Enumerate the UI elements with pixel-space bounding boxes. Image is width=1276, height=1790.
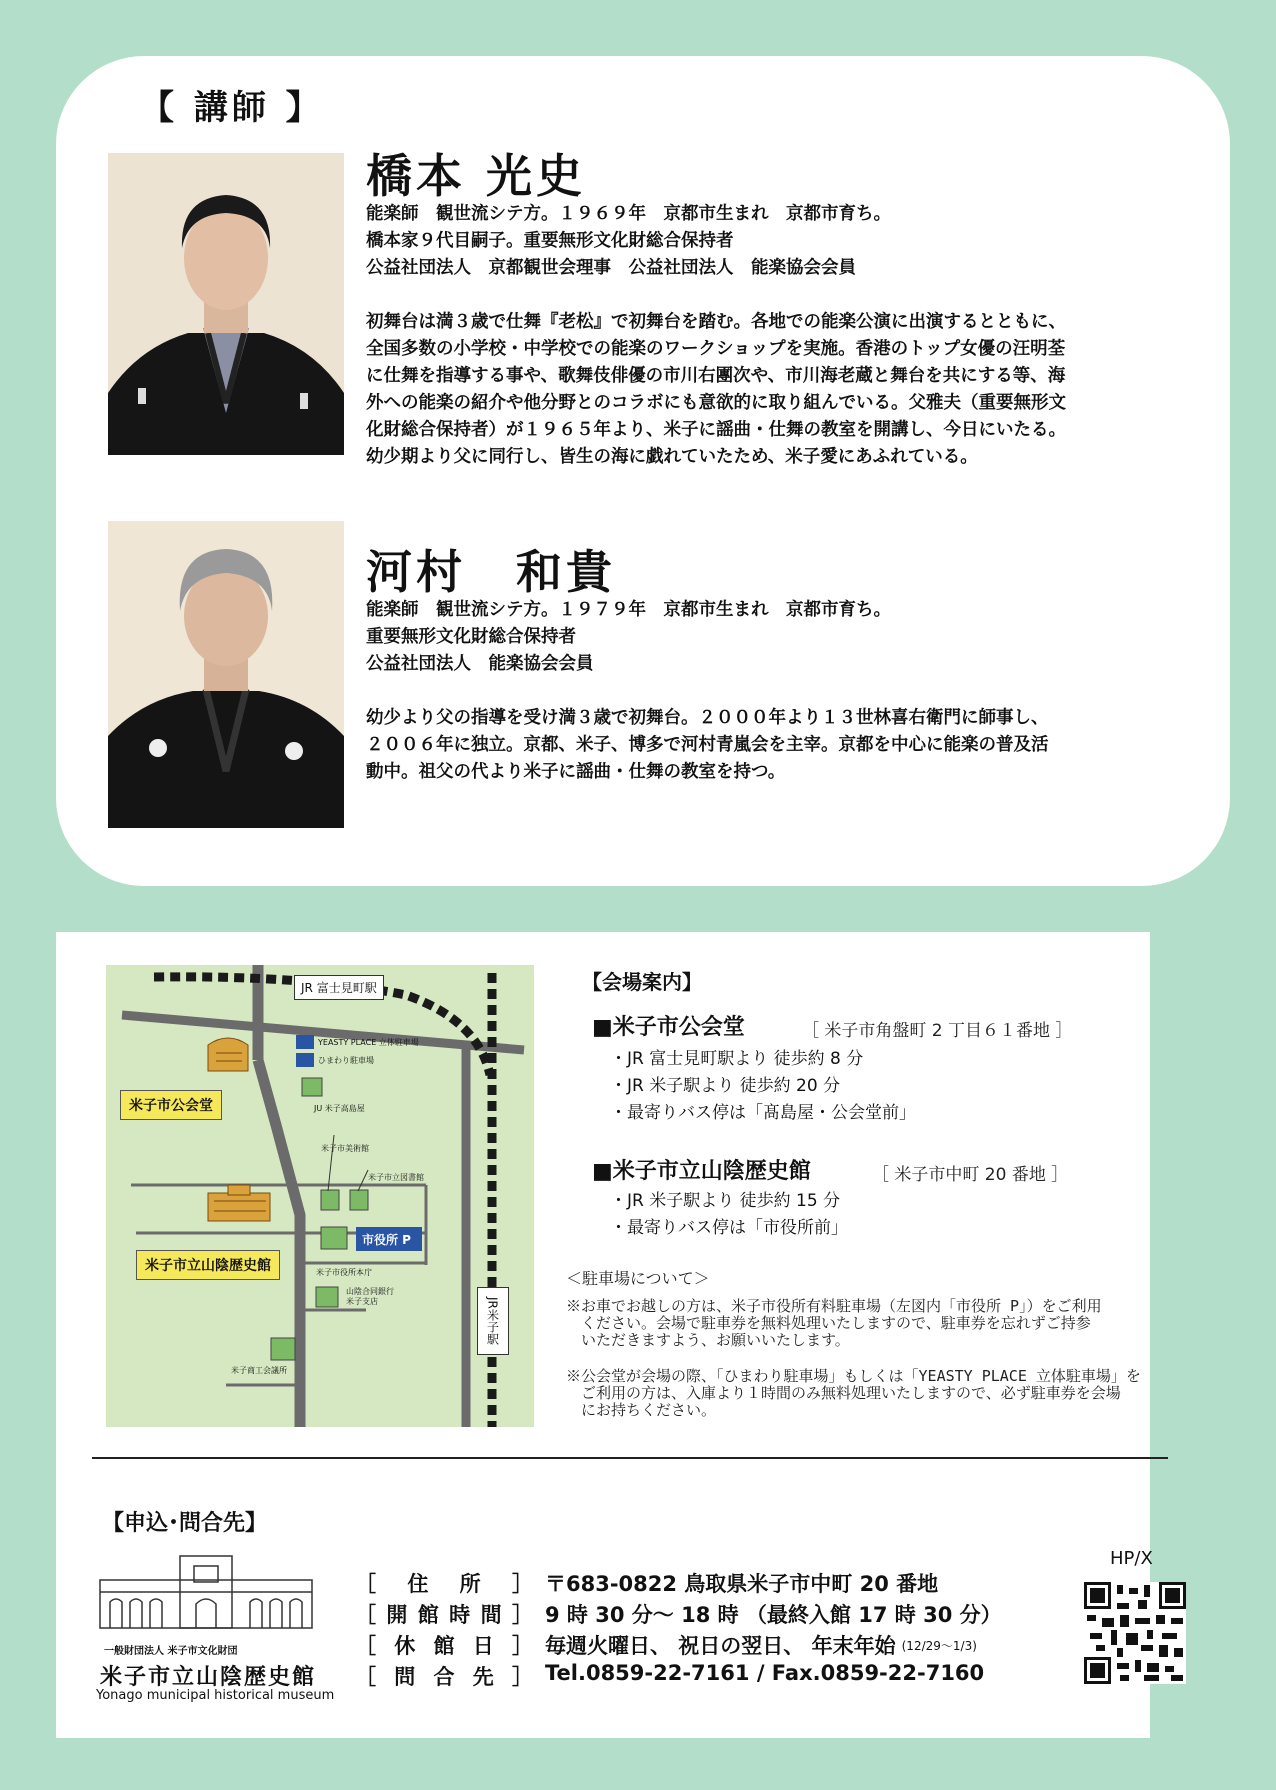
info-label: ［ 開 館 時 間 ］	[355, 1603, 533, 1627]
info-note: (12/29～1/3)	[901, 1638, 977, 1653]
map-label-library: 米子市立図書館	[368, 1173, 424, 1182]
venue-address: ［ 米子市中町 20 番地 ］	[872, 1165, 1069, 1185]
instructor-name: 河村 和貴	[366, 545, 616, 599]
venue-name: ■米子市立山陰歴史館	[592, 1159, 811, 1184]
map-label-kokaido: 米子市公会堂	[120, 1090, 222, 1120]
venue-access-item: ・JR 富士見町駅より 徒歩約 8 分	[610, 1049, 864, 1069]
info-value: Tel.0859-22-7161 / Fax.0859-22-7160	[545, 1661, 985, 1685]
instructor-bio: 能楽師 観世流シテ方。１９７９年 京都市生まれ 京都市育ち。 重要無形文化財総合保持者 公益社団法人 能楽協会会員 幼少より父の指導を受け満３歳で初舞台。２０００年より１３世林喜右衛門に師事し、 ２００６年に独立。京都、米子、博多で河村青嵐会を主宰。京都を中心に能楽の普及活 動中。祖父の代より米子に謡曲・仕舞の教室を持つ。	[366, 600, 1049, 782]
venue-access-item: ・最寄りバス停は「髙島屋・公会堂前」	[610, 1103, 916, 1123]
instructors-heading: 【 講師 】	[140, 88, 324, 128]
info-row-address	[355, 1568, 938, 1598]
map-station-yonago: JR米子駅	[477, 1287, 509, 1355]
instructor-photo-hashimoto	[108, 153, 344, 455]
info-value: 〒683-0822 鳥取県米子市中町 20 番地	[545, 1572, 939, 1596]
instructor-bio: 能楽師 観世流シテ方。１９６９年 京都市生まれ 京都市育ち。 橋本家９代目嗣子。重要無形文化財総合保持者 公益社団法人 京都観世会理事 公益社団法人 能楽協会会員 初舞台は満３歳で仕舞『老松』で初舞台を踏む。各地での能楽公演に出演するとともに、 全国多数の小学校・中学校での能楽のワークショップを実施。香港のトップ女優の汪明荃 に仕舞を指導する事や、歌舞伎俳優の市川右團次や、市川海老蔵と舞台を共にする等、海 外への能楽の紹介や他分野とのコラボにも意欲的に取り組んでいる。父雅夫（重要無形文 化財総合保持者）が１９６５年より、米子に謡曲・仕舞の教室を開講し、今日にいたる。 幼少期より父に同行し、皆生の海に戯れていたため、米子愛にあふれている。	[366, 204, 1066, 467]
info-value: 9 時 30 分～ 18 時 （最終入館 17 時 30 分）	[545, 1603, 1002, 1627]
divider	[92, 1457, 1168, 1459]
info-value: 毎週火曜日、 祝日の翌日、 年末年始	[545, 1634, 896, 1658]
info-row-contact	[355, 1661, 984, 1691]
org-name-en: Yonago municipal historical museum	[96, 1688, 335, 1703]
info-row-hours	[355, 1599, 1002, 1629]
info-label: ［ 住 所 ］	[355, 1572, 533, 1596]
qr-label: HP/X	[1110, 1548, 1153, 1569]
map-label-museum: 米子市立山陰歴史館	[136, 1250, 280, 1280]
parking-title: ＜駐車場について＞	[566, 1269, 710, 1288]
map-label-yeasty: YEASTY PLACE 立体駐車場	[318, 1038, 419, 1047]
map-station-fujimicho: JR 富士見町駅	[294, 975, 384, 1000]
map-label-cityhall-parking: 市役所 P	[362, 1233, 411, 1247]
venue-name: ■米子市公会堂	[592, 1015, 745, 1040]
museum-logo	[96, 1552, 316, 1632]
qr-code[interactable]	[1084, 1582, 1186, 1684]
org-name: 米子市立山陰歴史館	[100, 1665, 317, 1690]
venue-access-list	[610, 1188, 848, 1242]
instructor-name: 橋本 光史	[366, 149, 587, 203]
map-label-chamber: 米子商工会議所	[231, 1366, 287, 1375]
venue-address: ［ 米子市角盤町 2 丁目６１番地 ］	[802, 1021, 1073, 1041]
instructor-photo-kawamura	[108, 521, 344, 828]
venue-heading: 【会場案内】	[582, 970, 702, 994]
info-label: ［ 問 合 先 ］	[355, 1665, 533, 1689]
org-small-name: 一般財団法人 米子市文化財団	[104, 1646, 238, 1657]
map-label-takashimaya: JU 米子高島屋	[314, 1104, 365, 1113]
parking-note: ※お車でお越しの方は、米子市役所有料駐車場（左図内「市役所 P」）をご利用 ください。会場で駐車券を無料処理いたしますので、駐車券を忘れずご持参 いただきますよう、お願いいたします。	[566, 1297, 1102, 1349]
map-label-bank: 山陰合同銀行 米子支店	[346, 1287, 394, 1306]
venue-access-list	[610, 1046, 916, 1127]
contact-heading: 【申込･問合先】	[102, 1511, 268, 1536]
venue-access-item: ・最寄りバス停は「市役所前」	[610, 1218, 848, 1238]
info-label: ［ 休 館 日 ］	[355, 1634, 533, 1658]
info-row-closed	[355, 1630, 977, 1660]
map-label-cityhall: 米子市役所本庁	[316, 1268, 372, 1277]
venue-access-item: ・JR 米子駅より 徒歩約 20 分	[610, 1076, 841, 1096]
parking-note: ※公会堂が会場の際、「ひまわり駐車場」もしくは「YEASTY PLACE 立体駐車場」を ご利用の方は、入庫より１時間のみ無料処理いたしますので、必ず駐車券を会場 にお持ちください。	[566, 1367, 1141, 1419]
venue-access-item: ・JR 米子駅より 徒歩約 15 分	[610, 1191, 841, 1211]
access-map	[106, 965, 534, 1427]
map-label-art-museum: 米子市美術館	[321, 1144, 369, 1153]
map-label-himawari: ひまわり駐車場	[318, 1056, 374, 1065]
